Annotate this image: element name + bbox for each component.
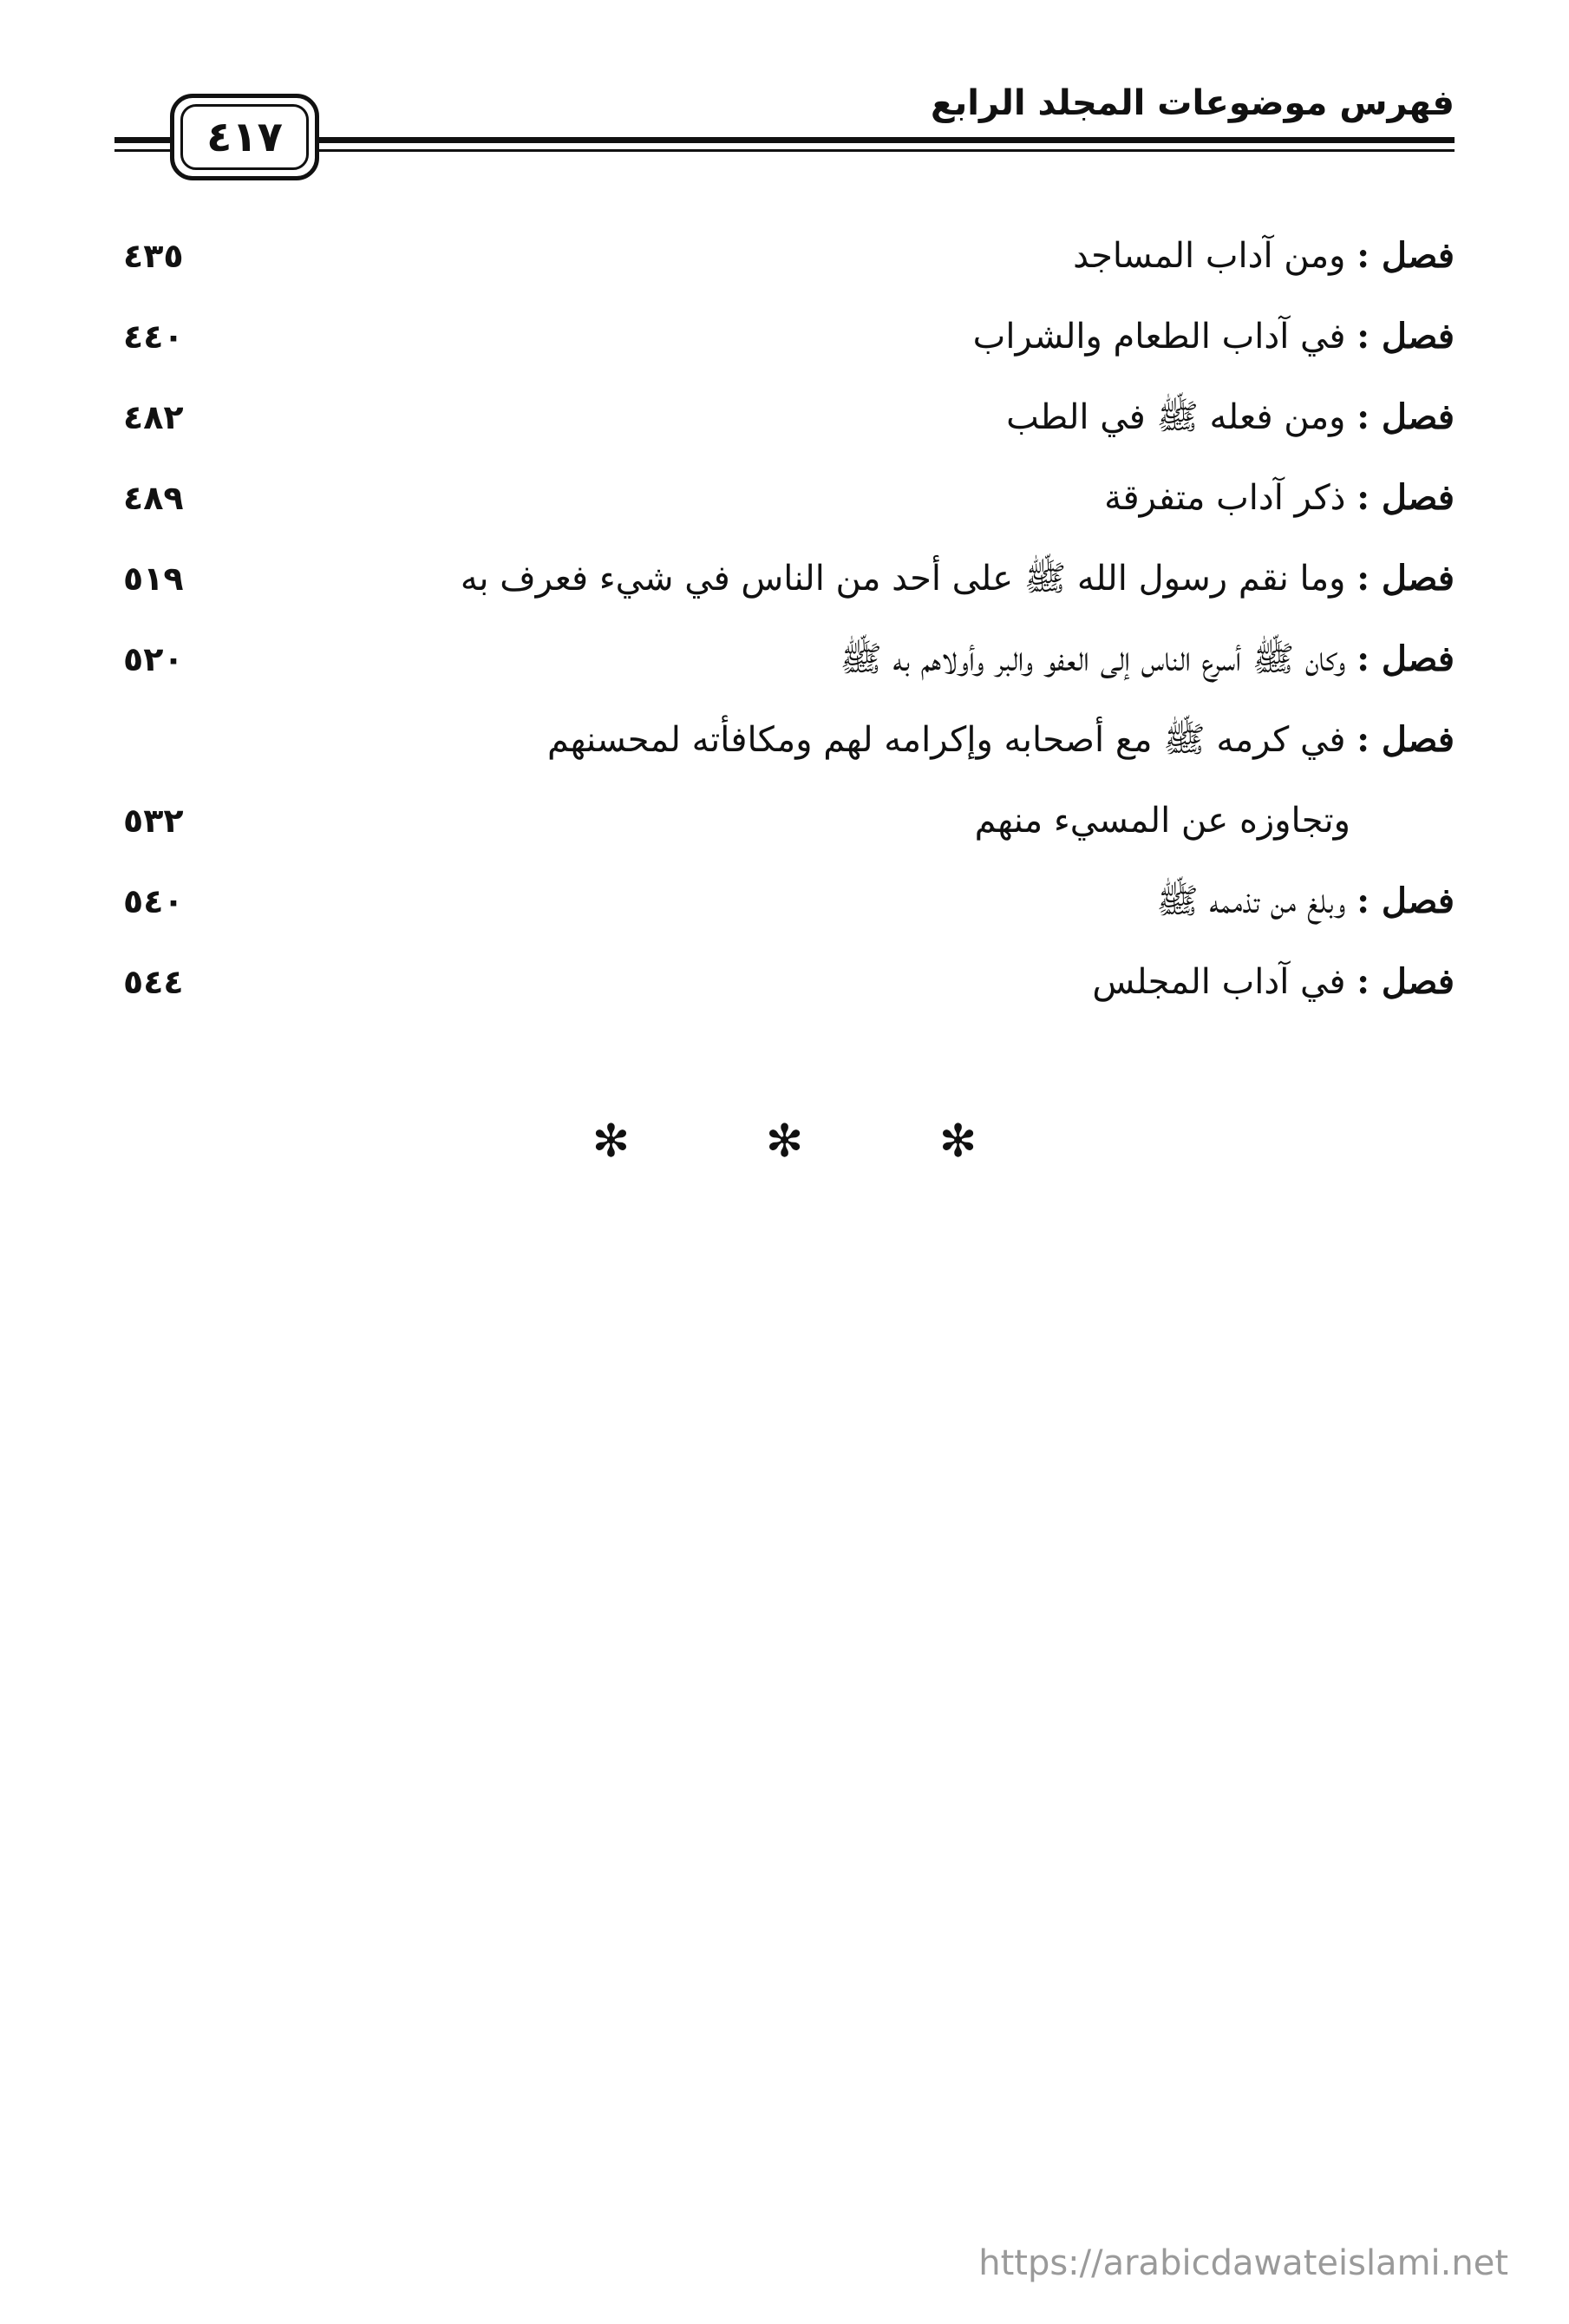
entry-label: فصل : xyxy=(1357,396,1455,437)
entry-label: فصل : xyxy=(1357,961,1455,1002)
entry-text: وما نقم رسول الله ﷺ على أحد من الناس في شيء فعرف به xyxy=(460,559,1346,599)
contents-entry xyxy=(114,463,1455,533)
entry-text: ومن آداب المساجد xyxy=(1073,236,1346,276)
entry-continuation-text: وتجاوزه عن المسيء منهم xyxy=(974,801,1350,841)
entry-text: وبلغ من تذممه ﷺ xyxy=(1156,881,1346,921)
running-header-title: فهرس موضوعات المجلد الرابع xyxy=(930,83,1455,123)
entry-page-number: ٤٨٩ xyxy=(123,479,184,517)
page-number-frame xyxy=(170,94,319,180)
entry-page-number: ٥٣٢ xyxy=(123,802,184,840)
contents-entry xyxy=(114,383,1455,452)
entry-page-number: ٤٤٠ xyxy=(123,318,184,356)
entry-page-number: ٥٤٠ xyxy=(123,882,184,920)
entry-text: وكان ﷺ أسرع الناس إلى العفو والبر وأولاهم به ﷺ xyxy=(840,639,1346,679)
contents-entry xyxy=(114,705,1455,775)
entry-text: في كرمه ﷺ مع أصحابه وإكرامه لهم ومكافأته لمحسنهم xyxy=(546,720,1346,760)
entry-page-number: ٥١٩ xyxy=(123,560,184,598)
contents-entry xyxy=(114,544,1455,613)
contents-entry xyxy=(114,221,1455,291)
entry-page-number: ٥٢٠ xyxy=(123,640,184,678)
contents-entry xyxy=(114,947,1455,1017)
contents-entry-continuation xyxy=(114,786,1455,855)
entry-page-number: ٤٨٢ xyxy=(123,398,184,436)
entry-text: ذكر آداب متفرقة xyxy=(1104,478,1346,518)
entry-label: فصل : xyxy=(1357,477,1455,518)
entry-label: فصل : xyxy=(1357,235,1455,276)
entry-text: ومن فعله ﷺ في الطب xyxy=(1006,397,1346,437)
entry-page-number: ٤٣٥ xyxy=(123,237,184,275)
entry-label: فصل : xyxy=(1357,558,1455,599)
contents-entry xyxy=(114,625,1455,694)
entry-text: في آداب المجلس xyxy=(1092,962,1346,1002)
entry-page-number: ٥٤٤ xyxy=(123,963,184,1001)
contents-entry xyxy=(114,302,1455,371)
contents-entry xyxy=(114,867,1455,936)
entry-label: فصل : xyxy=(1357,316,1455,357)
entry-label: فصل : xyxy=(1357,719,1455,760)
entry-label: فصل : xyxy=(1357,881,1455,921)
entry-text: في آداب الطعام والشراب xyxy=(972,317,1346,357)
watermark-url: https://arabicdawateislami.net xyxy=(978,2243,1508,2283)
page-number: ٤١٧ xyxy=(180,104,309,170)
entry-label: فصل : xyxy=(1357,638,1455,679)
section-separator-stars: ✻ ✻ ✻ xyxy=(592,1116,1038,1168)
